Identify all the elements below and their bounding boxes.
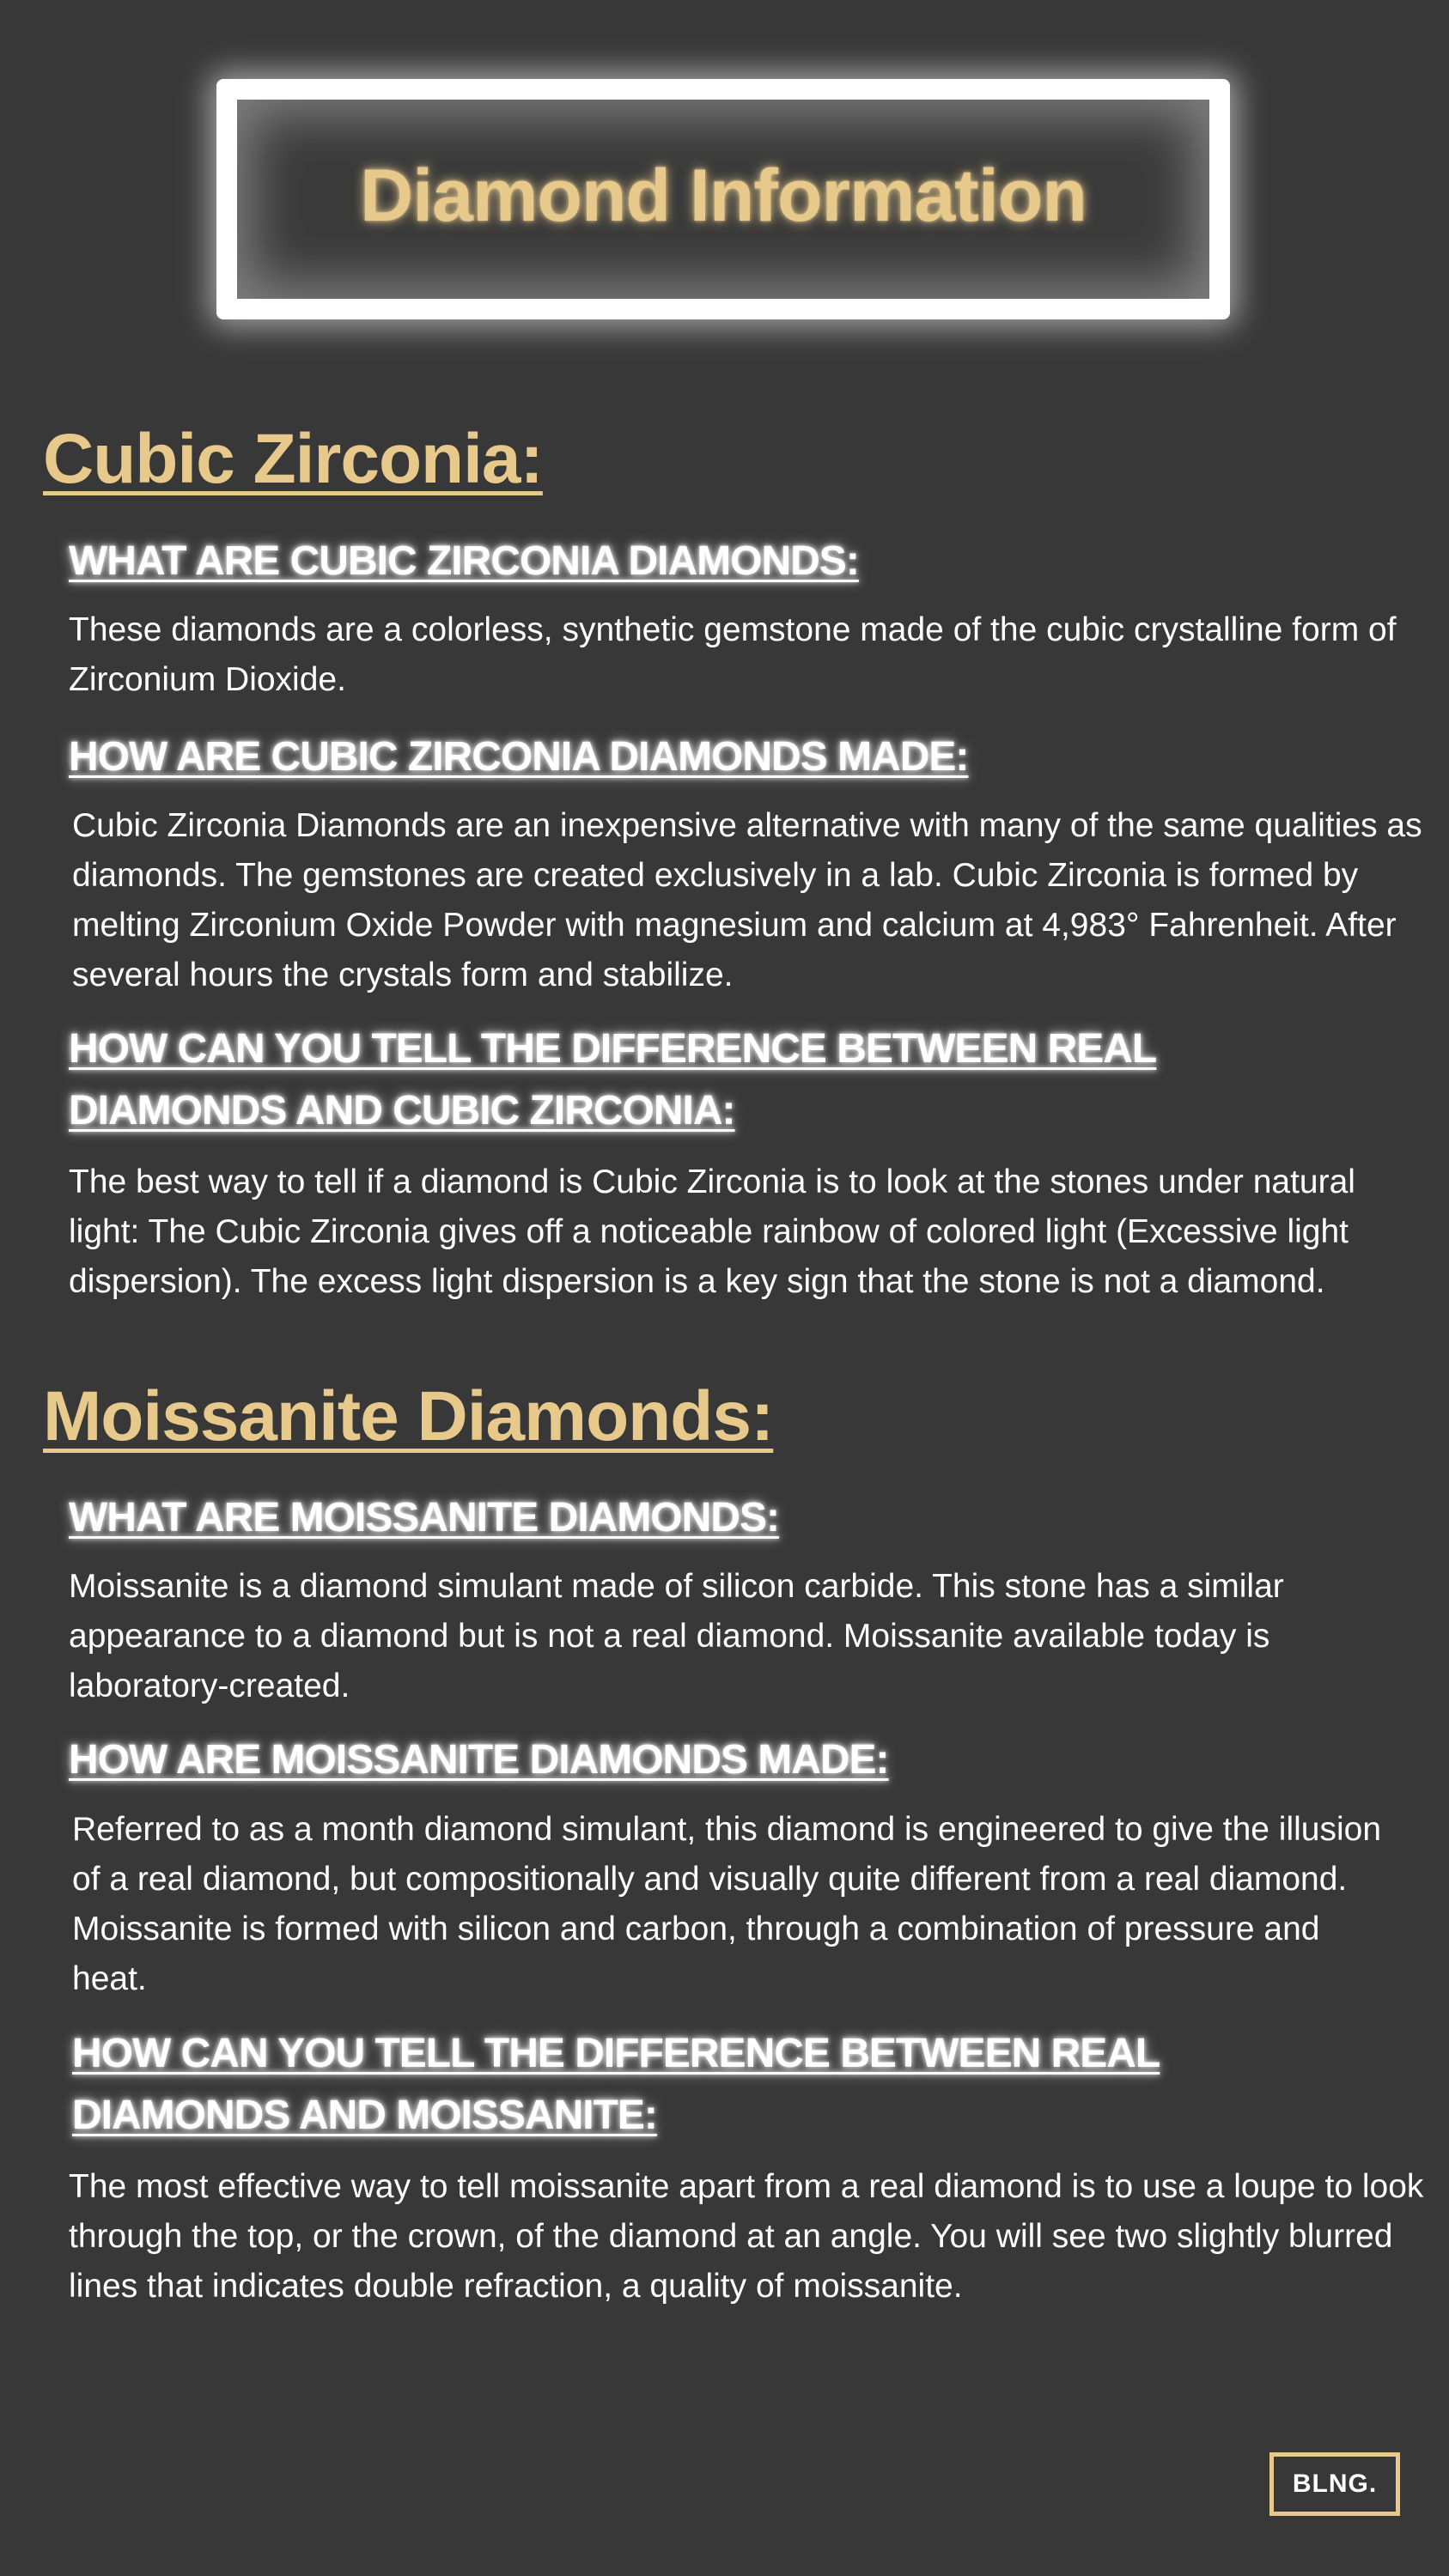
cz-what-heading: WHAT ARE CUBIC ZIRCONIA DIAMONDS: [69,538,859,584]
cz-difference-text: The best way to tell if a diamond is Cubic Zirconia is to look at the stones under natural light: The Cubic Zirconia gives off a noticeable rainbow of colored light (Excessive light dispersion). The excess light dispersion is a key sign that the stone is not a diamond. [69,1163,1355,1300]
moissanite-what-heading: WHAT ARE MOISSANITE DIAMONDS: [69,1495,779,1540]
title-banner [216,79,1230,319]
cz-how-made-heading: HOW ARE CUBIC ZIRCONIA DIAMONDS MADE: [69,734,969,780]
moissanite-heading: Moissanite Diamonds: [43,1377,774,1455]
moissanite-how-made-text: Referred to as a month diamond simulant, this diamond is engineered to give the illusion of a real diamond, but compositionally and visually quite different from a real diamond. Moissanite is formed with silicon and carbon, through a combination of pressure and heat. [72,1811,1382,1997]
page-title: Diamond Information [360,154,1087,237]
cz-difference-heading: HOW CAN YOU TELL THE DIFFERENCE BETWEEN REAL DIAMONDS AND CUBIC ZIRCONIA: [69,1026,1157,1133]
moissanite-difference-heading: HOW CAN YOU TELL THE DIFFERENCE BETWEEN REAL DIAMONDS AND MOISSANITE: [72,2031,1160,2138]
cz-how-made-text: Cubic Zirconia Diamonds are an inexpensive alternative with many of the same qualities as diamonds. The gemstones are created exclusively in a lab. Cubic Zirconia is formed by melting Zirconium Oxide Powder with magnesium and calcium at 4,983° Fahrenheit. After several hours the crystals form and stabilize. [72,807,1422,993]
cz-what-text: These diamonds are a colorless, synthetic gemstone made of the cubic crystalline form of Zirconium Dioxide. [69,611,1397,698]
moissanite-difference-text: The most effective way to tell moissanite apart from a real diamond is to use a loupe to look through the top, or the crown, of the diamond at an angle. You will see two slightly blurred lines that indicates double refraction, a quality of moissanite. [69,2168,1424,2305]
moissanite-how-made-heading: HOW ARE MOISSANITE DIAMONDS MADE: [69,1737,889,1783]
moissanite-what-text: Moissanite is a diamond simulant made of silicon carbide. This stone has a similar appearance to a diamond but is not a real diamond. Moissanite available today is laboratory-created. [69,1568,1284,1704]
brand-logo: BLNG. [1269,2452,1400,2516]
cubic-zirconia-heading: Cubic Zirconia: [43,420,543,498]
